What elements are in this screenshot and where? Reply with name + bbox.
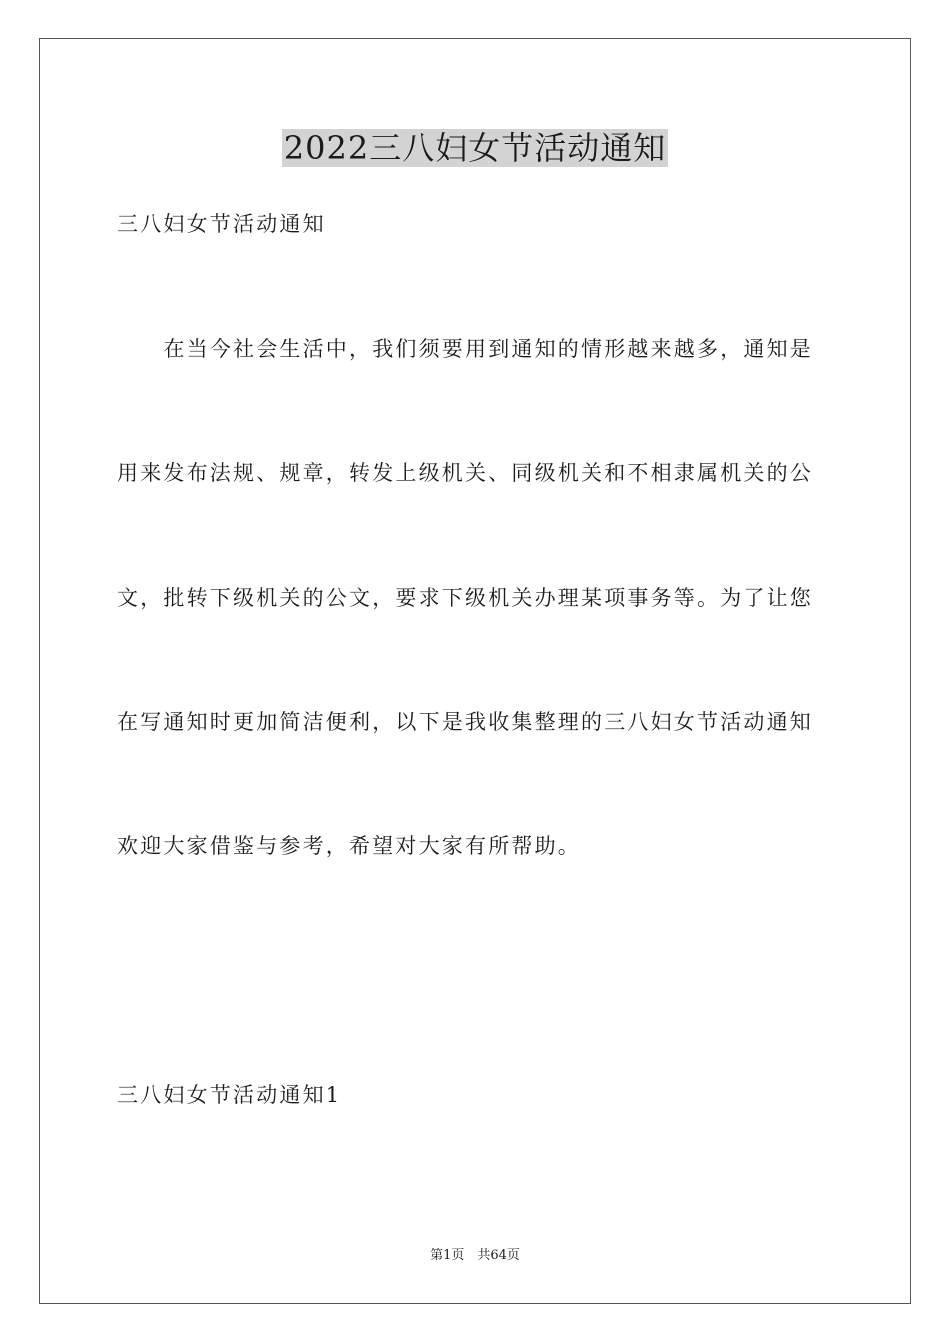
paragraph-line-5: 欢迎大家借鉴与参考，希望对大家有所帮助。 xyxy=(117,834,581,858)
document-title xyxy=(0,124,950,172)
page-number-footer: 第1页 共64页 xyxy=(430,1248,520,1263)
document-title-text: 2022三八妇女节活动通知 xyxy=(283,129,667,167)
document-subtitle: 三八妇女节活动通知 xyxy=(117,212,326,236)
paragraph-line-2: 用来发布法规、规章，转发上级机关、同级机关和不相隶属机关的公 xyxy=(117,461,813,485)
paragraph-line-4: 在写通知时更加简洁便利，以下是我收集整理的三八妇女节活动通知 xyxy=(117,710,813,734)
section-heading: 三八妇女节活动通知1 xyxy=(117,1083,342,1107)
paragraph-line-3: 文，批转下级机关的公文，要求下级机关办理某项事务等。为了让您 xyxy=(117,586,813,610)
paragraph-line-1: 在当今社会生活中，我们须要用到通知的情形越来越多，通知是 xyxy=(117,337,813,361)
